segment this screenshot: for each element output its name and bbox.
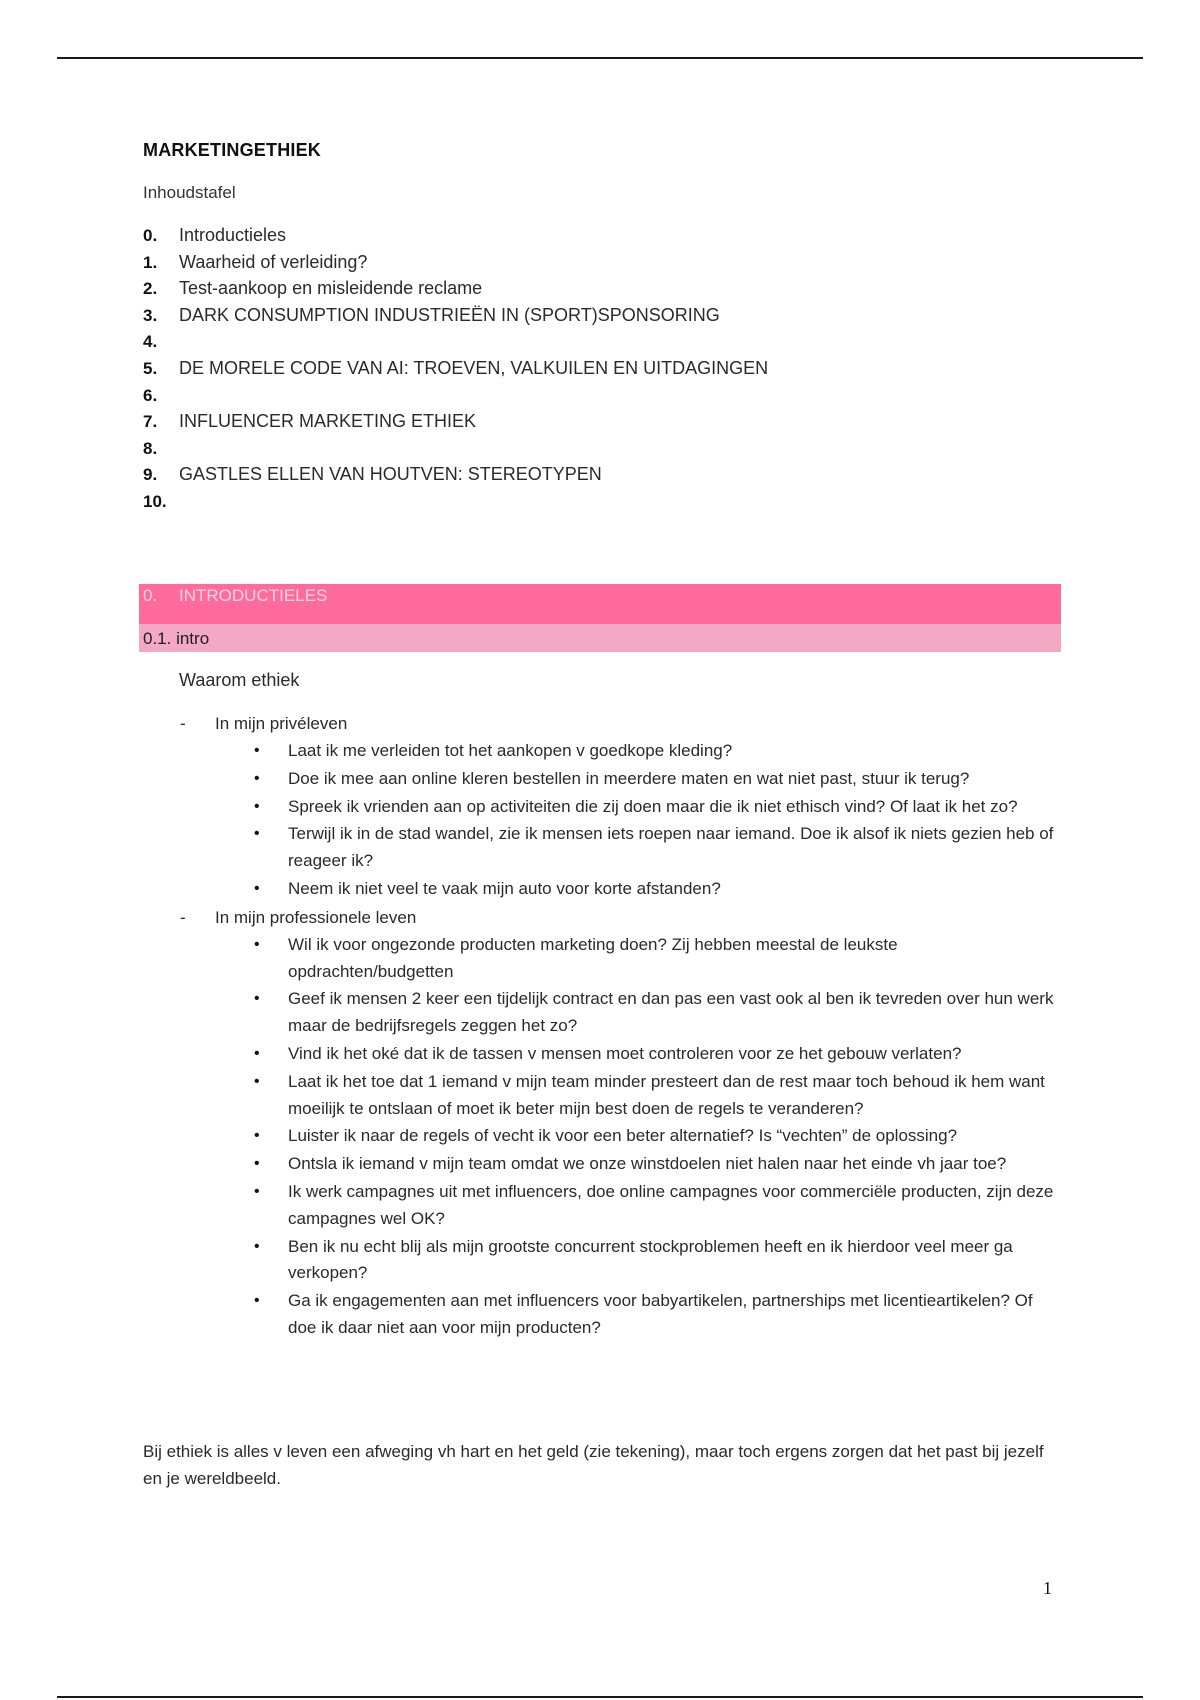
question-lists — [0, 710, 1200, 1343]
list-item: • Neem ik niet veel te vaak mijn auto voor korte afstanden? — [288, 876, 1058, 903]
toc-number: 5. — [143, 358, 158, 378]
toc-item[interactable] — [143, 382, 768, 409]
toc-label: Test-aankoop en misleidende reclame — [179, 278, 483, 299]
list-item: • Spreek ik vrienden aan op activiteiten die zij doen maar die ik niet ethisch vind? Of laat ik het zo? — [288, 794, 1058, 821]
group-label: In mijn professionele leven — [215, 907, 417, 927]
toc-number: 6. — [143, 385, 158, 405]
dash-marker: - — [180, 714, 186, 733]
toc-label: DE MORELE CODE VAN AI: TROEVEN, VALKUILEN EN UITDAGINGEN — [179, 357, 769, 378]
list-item: • Luister ik naar de regels of vecht ik voor een beter alternatief? Is “vechten” de oplossing? — [288, 1123, 1058, 1150]
list-item: • Ben ik nu echt blij als mijn grootste concurrent stockproblemen heeft en ik hierdoor veel meer ga verkopen? — [288, 1234, 1058, 1288]
toc-label: DARK CONSUMPTION INDUSTRIEËN IN (SPORT)SPONSORING — [179, 304, 720, 325]
toc-item[interactable] — [143, 488, 768, 515]
private-life-list — [0, 738, 1200, 903]
toc-item[interactable] — [143, 461, 768, 488]
toc-number: 1. — [143, 252, 158, 272]
toc-number: 10. — [143, 491, 167, 511]
toc-label: Waarheid of verleiding? — [179, 251, 368, 272]
toc-label: Introductieles — [179, 225, 287, 245]
toc-number: 9. — [143, 465, 158, 485]
footer-rule — [57, 1696, 1143, 1698]
toc-label: INFLUENCER MARKETING ETHIEK — [179, 411, 477, 432]
section-heading — [139, 584, 1061, 624]
toc-item[interactable] — [143, 435, 768, 462]
list-item: • Geef ik mensen 2 keer een tijdelijk contract en dan pas een vast ook al ben ik tevreden over hun werk maar de bedrijfsregels zeggen het zo? — [288, 986, 1058, 1040]
page-number: 1 — [1043, 1578, 1052, 1598]
toc-number: 4. — [143, 332, 158, 352]
dash-marker: - — [180, 907, 186, 927]
subsection-heading: 0.1. intro — [139, 624, 1061, 652]
toc-number: 0. — [143, 226, 158, 245]
list-item: • Doe ik mee aan online kleren bestellen in meerdere maten en wat niet past, stuur ik terug? — [288, 766, 1058, 793]
section-number: 0. — [143, 586, 158, 605]
toc-label: GASTLES ELLEN VAN HOUTVEN: STEREOTYPEN — [179, 464, 602, 485]
list-item: • Vind ik het oké dat ik de tassen v mensen moet controleren voor ze het gebouw verlaten? — [288, 1041, 1058, 1068]
toc-number: 2. — [143, 279, 158, 299]
document-title: MARKETINGETHIEK — [143, 140, 321, 160]
list-item: • Ontsla ik iemand v mijn team omdat we onze winstdoelen niet halen naar het einde vh jaar toe? — [288, 1151, 1058, 1178]
list-item: • Terwijl ik in de stad wandel, zie ik mensen iets roepen naar iemand. Doe ik alsof ik niets gezien heb of reageer ik? — [288, 821, 1058, 875]
toc-number: 3. — [143, 305, 158, 325]
list-item: • Laat ik me verleiden tot het aankopen v goedkope kleding? — [288, 738, 1058, 765]
subheading: Waarom ethiek — [179, 670, 300, 690]
toc-heading: Inhoudstafel — [143, 183, 236, 202]
toc-item[interactable] — [143, 275, 768, 302]
toc-item[interactable] — [143, 328, 768, 355]
toc-item[interactable] — [143, 249, 768, 276]
toc-item[interactable] — [143, 302, 768, 329]
list-item: • Wil ik voor ongezonde producten marketing doen? Zij hebben meestal de leukste opdrachten/budgetten — [288, 932, 1058, 986]
toc-item[interactable] — [143, 222, 768, 249]
list-item: • Laat ik het toe dat 1 iemand v mijn team minder presteert dan de rest maar toch behoud ik hem want moeilijk te ontslaan of moet ik beter mijn best doen de regels te veranderen? — [288, 1069, 1058, 1123]
section-title: INTRODUCTIELES — [179, 586, 328, 605]
group-label: In mijn privéleven — [215, 714, 348, 733]
list-item: • Ga ik engagementen aan met influencers voor babyartikelen, partnerships met licentieartikelen? Of doe ik daar niet aan voor mijn producten? — [288, 1288, 1058, 1342]
professional-life-list — [0, 932, 1200, 1342]
closing-paragraph: Bij ethiek is alles v leven een afweging vh hart en het geld (zie tekening), maar toch ergens zorgen dat het past bij jezelf en je wereldbeeld. — [143, 1442, 1044, 1488]
toc-item[interactable] — [143, 408, 768, 435]
table-of-contents — [143, 222, 768, 515]
toc-item[interactable] — [143, 355, 768, 382]
header-rule — [57, 57, 1143, 59]
toc-number: 8. — [143, 438, 158, 458]
private-life-group — [0, 710, 1200, 738]
toc-number: 7. — [143, 412, 158, 432]
professional-life-group — [0, 904, 1200, 932]
list-item: • Ik werk campagnes uit met influencers, doe online campagnes voor commerciële producten, zijn deze campagnes wel OK? — [288, 1179, 1058, 1233]
